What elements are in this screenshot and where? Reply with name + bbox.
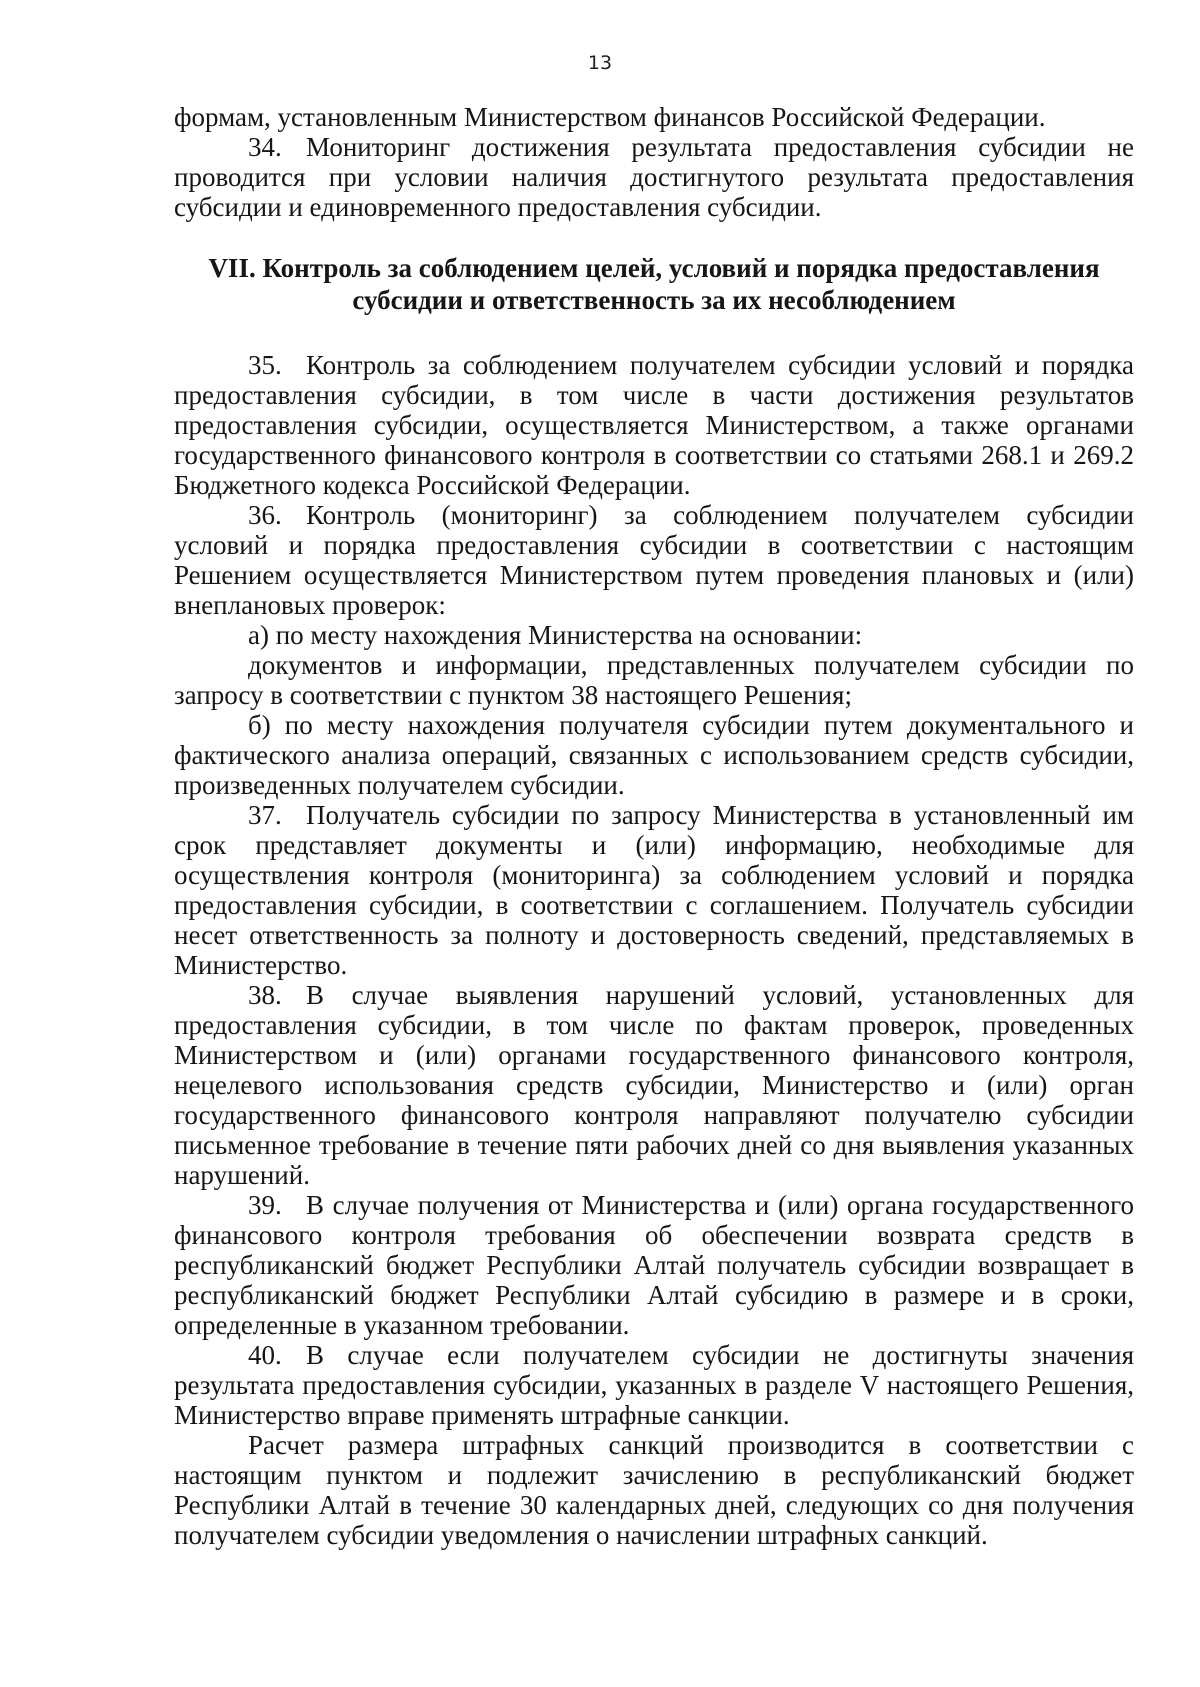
paragraph-34	[174, 132, 1134, 222]
paragraph-34-text: Мониторинг достижения результата предоставления субсидии не проводится при условии наличия достигнутого результата предоставления субсидии и единовременного предоставления субсидии.	[174, 132, 1134, 222]
paragraph-40-calculation: Расчет размера штрафных санкций производится в соответствии с настоящим пунктом и подлежит зачислению в республиканский бюджет Республики Алтай в течение 30 календарных дней, следующих со дня получения получателем субсидии уведомления о начислении штрафных санкций.	[174, 1430, 1134, 1550]
paragraph-36-a: а) по месту нахождения Министерства на основании:	[248, 620, 863, 650]
paragraph-38-number: 38.	[248, 980, 282, 1010]
paragraph-36-a-documents: документов и информации, представленных получателем субсидии по запросу в соответствии с пунктом 38 настоящего Решения;	[174, 650, 1134, 710]
paragraph-36-number: 36.	[248, 500, 282, 530]
paragraph-35-number: 35.	[248, 350, 282, 380]
paragraph-39-text: В случае получения от Министерства и (или) органа государственного финансового контроля требования об обеспечении возврата средств в республиканский бюджет Республики Алтай получатель субсидии возвращает в республиканский бюджет Республики Алтай субсидию в размере и в сроки, определенные в указанном требовании.	[174, 1190, 1134, 1340]
paragraph-37-number: 37.	[248, 800, 282, 830]
paragraph-38-text: В случае выявления нарушений условий, установленных для предоставления субсидии, в том числе по фактам проверок, проведенных Министерством и (или) органами государственного финансового контроля, нецелевого использования средств субсидии, Министерство и (или) орган государственного финансового контроля направляют получателю субсидии письменное требование в течение пяти рабочих дней со дня выявления указанных нарушений.	[174, 980, 1134, 1190]
paragraph-36-b: б) по месту нахождения получателя субсидии путем документального и фактического анализа операций, связанных с использованием средств субсидии, произведенных получателем субсидии.	[174, 710, 1134, 800]
document-body	[174, 102, 1134, 1550]
paragraph-39	[174, 1190, 1134, 1340]
paragraph-37-text: Получатель субсидии по запросу Министерства в установленный им срок представляет документы и (или) информацию, необходимые для осуществления контроля (мониторинга) за соблюдением условий и порядка предоставления субсидии, в соответствии с соглашением. Получатель субсидии несет ответственность за полноту и достоверность сведений, представляемых в Министерство.	[174, 800, 1134, 980]
paragraph-35	[174, 350, 1134, 500]
section-heading-line-1: VII. Контроль за соблюдением целей, условий и порядка предоставления	[208, 253, 1100, 283]
paragraph-40	[174, 1340, 1134, 1430]
paragraph-34-number: 34.	[248, 132, 282, 162]
section-heading-line-2: субсидии и ответственность за их несоблюдением	[352, 285, 956, 315]
paragraph-37	[174, 800, 1134, 980]
paragraph-40-number: 40.	[248, 1340, 282, 1370]
paragraph-36	[174, 500, 1134, 620]
paragraph-continuation: формам, установленным Министерством финансов Российской Федерации.	[174, 102, 1046, 132]
paragraph-38	[174, 980, 1134, 1190]
page-number: 13	[587, 52, 613, 74]
paragraph-39-number: 39.	[248, 1190, 282, 1220]
paragraph-36-text: Контроль (мониторинг) за соблюдением получателем субсидии условий и порядка предоставления субсидии в соответствии с настоящим Решением осуществляется Министерством путем проведения плановых и (или) внеплановых проверок:	[174, 500, 1134, 620]
paragraph-40-text: В случае если получателем субсидии не достигнуты значения результата предоставления субсидии, указанных в разделе V настоящего Решения, Министерство вправе применять штрафные санкции.	[174, 1340, 1134, 1430]
paragraph-35-text: Контроль за соблюдением получателем субсидии условий и порядка предоставления субсидии, в том числе в части достижения результатов предоставления субсидии, осуществляется Министерством, а также органами государственного финансового контроля в соответствии со статьями 268.1 и 269.2 Бюджетного кодекса Российской Федерации.	[174, 350, 1134, 500]
section-heading	[174, 252, 1134, 316]
